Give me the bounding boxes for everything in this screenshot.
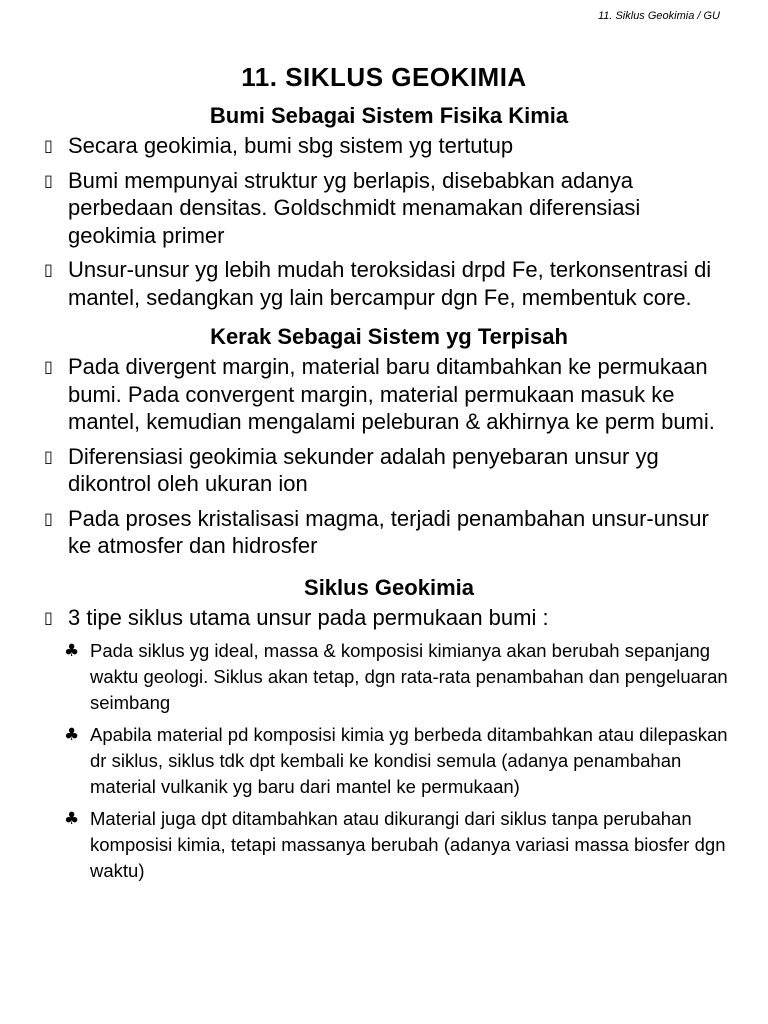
list-item <box>44 604 734 632</box>
list-item <box>44 353 734 436</box>
sub-list-item <box>64 722 734 800</box>
sub-list-item-text: Pada siklus yg ideal, massa & komposisi kimianya akan berubah sepanjang waktu geologi. Siklus akan tetap, dgn rata-rata penambahan dan pengeluaran seimbang <box>90 640 728 713</box>
list-item-text: Unsur-unsur yg lebih mudah teroksidasi drpd Fe, terkonsentrasi di mantel, sedangkan yg lain bercampur dgn Fe, membentuk core. <box>68 257 712 310</box>
list-item-text: Pada proses kristalisasi magma, terjadi penambahan unsur-unsur ke atmosfer dan hidrosfer <box>68 505 709 558</box>
sub-list <box>64 638 734 884</box>
bullet-box-icon: ▯ <box>44 170 53 190</box>
list-item <box>44 132 734 160</box>
bullet-box-icon: ▯ <box>44 607 53 627</box>
bullet-box-icon: ▯ <box>44 357 53 376</box>
list-item-text: Pada divergent margin, material baru ditambahkan ke permukaan bumi. Pada convergent margin, material permukaan masuk ke mantel, kemudian mengalami peleburan & akhirnya ke perm bumi. <box>68 354 715 434</box>
list-item <box>44 505 734 560</box>
page-title: 11. SIKLUS GEOKIMIA <box>241 62 527 92</box>
section-title-kerak: Kerak Sebagai Sistem yg Terpisah <box>210 324 568 349</box>
club-icon: ♣ <box>64 641 80 661</box>
document-body <box>44 102 734 890</box>
section-title-bumi: Bumi Sebagai Sistem Fisika Kimia <box>209 103 569 128</box>
sub-list-item <box>64 638 734 716</box>
sub-list-item-text: Apabila material pd komposisi kimia yg berbeda ditambahkan atau dilepaskan dr siklus, siklus tdk dpt kembali ke kondisi semula (adanya penambahan material vulkanik yg baru dari mantel ke permukaan) <box>90 724 728 797</box>
running-head: 11. Siklus Geokimia / GU <box>597 10 720 22</box>
bullet-box-icon: ▯ <box>44 446 53 466</box>
bullet-box-icon: ▯ <box>44 508 53 528</box>
list-item-text: Diferensiasi geokimia sekunder adalah penyebaran unsur yg dikontrol oleh ukuran ion <box>68 443 659 496</box>
sub-list-item-text: Material juga dpt ditambahkan atau dikurangi dari siklus tanpa perubahan komposisi kimia, tetapi massanya berubah (adanya variasi massa biosfer dgn waktu) <box>90 808 726 881</box>
list-item <box>44 167 734 250</box>
bullet-box-icon: ▯ <box>44 260 53 279</box>
club-icon: ♣ <box>64 809 80 829</box>
list-item-text: Bumi mempunyai struktur yg berlapis, disebabkan adanya perbedaan densitas. Goldschmidt menamakan diferensiasi geokimia primer <box>68 167 641 248</box>
list-item-text: Secara geokimia, bumi sbg sistem yg tertutup <box>68 133 514 158</box>
list-item <box>44 256 734 311</box>
list-item <box>44 443 734 498</box>
list-item-text: 3 tipe siklus utama unsur pada permukaan bumi : <box>68 604 549 630</box>
bullet-box-icon: ▯ <box>44 136 53 155</box>
club-icon: ♣ <box>64 725 80 745</box>
sub-list-item <box>64 806 734 884</box>
section-title-siklus: Siklus Geokimia <box>304 574 474 600</box>
